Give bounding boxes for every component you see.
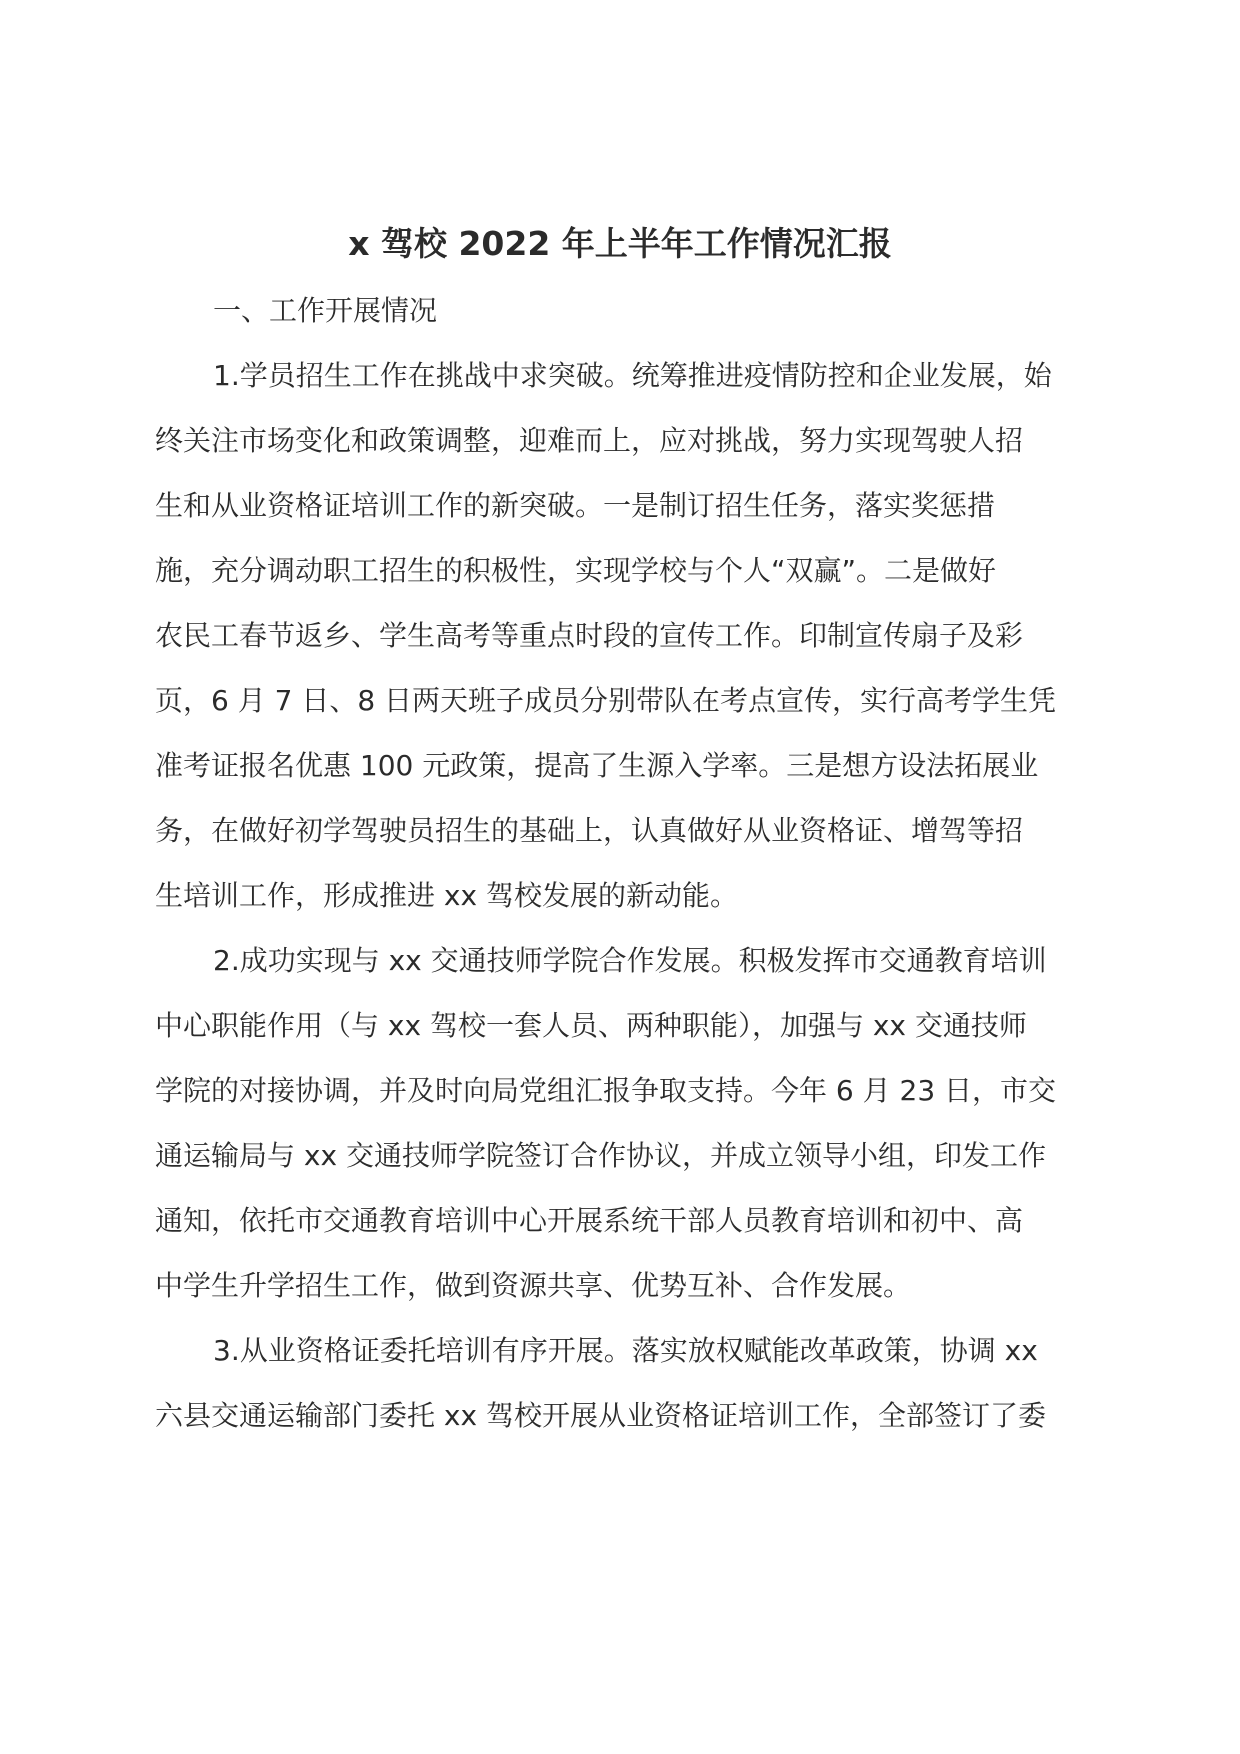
paragraph-line: 页，6 月 7 日、8 日两天班子成员分别带队在考点宣传，实行高考学生凭 <box>155 684 1057 717</box>
paragraph-line: 六县交通运输部门委托 xx 驾校开展从业资格证培训工作，全部签订了委 <box>155 1399 1046 1432</box>
section-heading: 一、工作开展情况 <box>213 294 438 327</box>
paragraph-line: 通运输局与 xx 交通技师学院签订合作协议，并成立领导小组，印发工作 <box>155 1139 1046 1172</box>
paragraph-line: 施，充分调动职工招生的积极性，实现学校与个人“双赢”。二是做好 <box>155 554 997 587</box>
document-body <box>155 278 1095 1448</box>
paragraph-line: 1.学员招生工作在挑战中求突破。统筹推进疫情防控和企业发展，始 <box>213 359 1052 392</box>
document-title: x 驾校 2022 年上半年工作情况汇报 <box>348 224 892 263</box>
paragraph-line: 准考证报名优惠 100 元政策，提高了生源入学率。三是想方设法拓展业 <box>155 749 1039 782</box>
paragraph-line: 终关注市场变化和政策调整，迎难而上，应对挑战，努力实现驾驶人招 <box>155 424 1024 457</box>
paragraph-line: 生和从业资格证培训工作的新突破。一是制订招生任务，落实奖惩措 <box>155 489 996 522</box>
paragraph-line: 通知，依托市交通教育培训中心开展系统干部人员教育培训和初中、高 <box>155 1204 1024 1237</box>
paragraph-line: 3.从业资格证委托培训有序开展。落实放权赋能改革政策，协调 xx <box>213 1334 1038 1367</box>
paragraph-line: 学院的对接协调，并及时向局党组汇报争取支持。今年 6 月 23 日，市交 <box>155 1074 1057 1107</box>
paragraph-line: 2.成功实现与 xx 交通技师学院合作发展。积极发挥市交通教育培训 <box>213 944 1047 977</box>
paragraph-line: 生培训工作，形成推进 xx 驾校发展的新动能。 <box>155 879 738 912</box>
paragraph-line: 农民工春节返乡、学生高考等重点时段的宣传工作。印制宣传扇子及彩 <box>155 619 1024 652</box>
paragraph-line: 中心职能作用（与 xx 驾校一套人员、两种职能），加强与 xx 交通技师 <box>155 1009 1027 1042</box>
paragraph-line: 务，在做好初学驾驶员招生的基础上，认真做好从业资格证、增驾等招 <box>155 814 1024 847</box>
paragraph-line: 中学生升学招生工作，做到资源共享、优势互补、合作发展。 <box>155 1269 912 1302</box>
